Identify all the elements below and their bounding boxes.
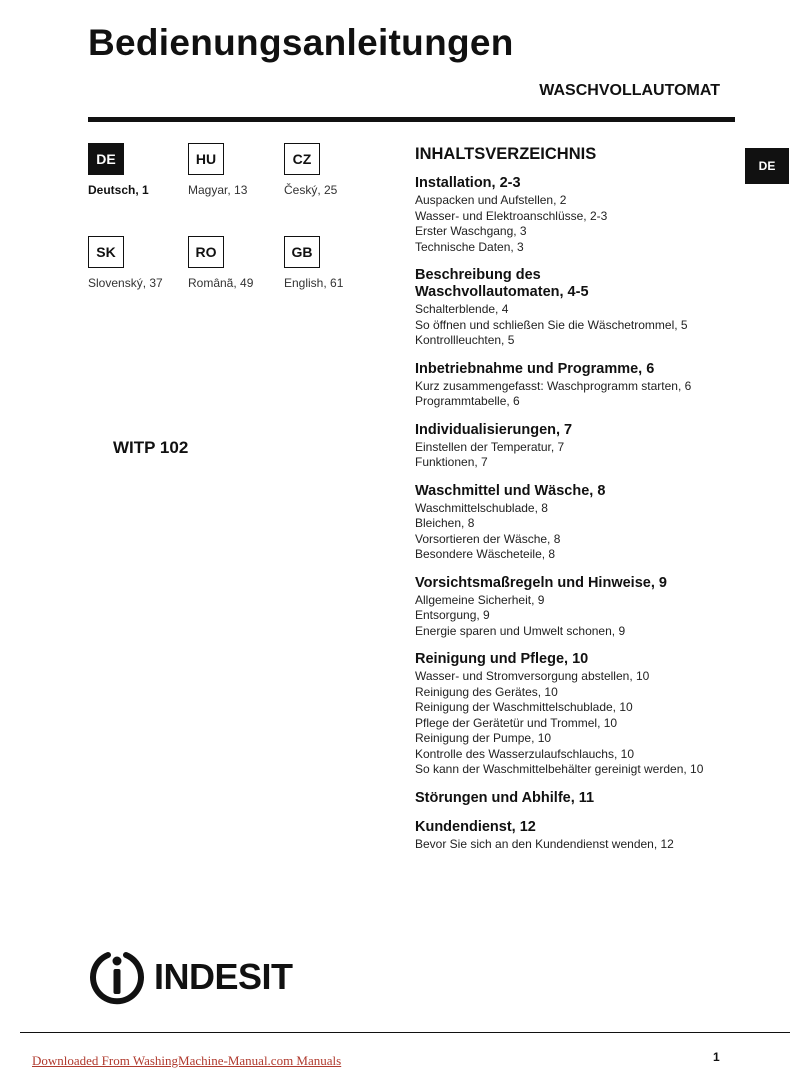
toc-section [415,483,745,563]
table-of-contents [415,145,745,864]
toc-section [415,575,745,640]
toc-item[interactable]: So kann der Waschmittelbehälter gereinigt werden, 10 [415,762,704,776]
language-code-box: DE [88,143,124,175]
language-label: Românã, 49 [188,276,254,290]
toc-item[interactable]: So öffnen und schließen Sie die Wäschetrommel, 5 [415,317,688,332]
language-label: Magyar, 13 [188,183,248,197]
toc-section [415,267,745,349]
toc-item[interactable]: Reinigung der Waschmittelschublade, 10 [415,700,633,714]
toc-section [415,819,745,853]
download-source-link[interactable]: Downloaded From WashingMachine-Manual.com Manuals [32,1053,342,1068]
language-code-box: SK [88,236,124,268]
toc-section-heading[interactable]: Kundendienst, 12 [415,818,536,835]
language-hu[interactable] [188,143,278,197]
toc-section [415,651,745,778]
footer-rule [20,1032,790,1033]
product-type: WASCHVOLLAUTOMAT [539,82,720,99]
language-code-box: HU [188,143,224,175]
toc-item[interactable]: Erster Waschgang, 3 [415,224,527,238]
toc-section-heading[interactable]: Installation, 2-3 [415,175,521,191]
toc-section-heading[interactable]: Beschreibung des Waschvollautomaten, 4-5 [415,267,589,300]
toc-item[interactable]: Waschmittelschublade, 8 [415,500,548,515]
toc-item[interactable]: Kontrolle des Wasserzulaufschlauchs, 10 [415,746,634,761]
language-label: English, 61 [284,276,344,290]
toc-title: INHALTSVERZEICHNIS [415,145,597,163]
language-label: Slovenský, 37 [88,276,163,290]
toc-item[interactable]: Wasser- und Stromversorgung abstellen, 10 [415,669,650,683]
language-cz[interactable] [284,143,374,197]
toc-item[interactable]: Kontrollleuchten, 5 [415,333,515,347]
toc-item[interactable]: Energie sparen und Umwelt schonen, 9 [415,623,626,638]
toc-item[interactable]: Auspacken und Aufstellen, 2 [415,193,567,207]
page-number: 1 [713,1050,720,1064]
toc-item[interactable]: Bleichen, 8 [415,516,475,530]
language-code-box: RO [188,236,224,268]
language-sk[interactable] [88,236,178,290]
toc-item[interactable]: Bevor Sie sich an den Kundendienst wenden, 12 [415,836,674,851]
toc-section-heading[interactable]: Reinigung und Pflege, 10 [415,651,589,667]
info-circle-icon [88,948,146,1006]
toc-item[interactable]: Einstellen der Temperatur, 7 [415,439,565,454]
toc-section-heading[interactable]: Vorsichtsmaßregeln und Hinweise, 9 [415,574,667,591]
language-code-box: CZ [284,143,320,175]
toc-item[interactable]: Schalterblende, 4 [415,302,509,316]
toc-section [415,422,745,471]
toc-item[interactable]: Kurz zusammengefasst: Waschprogramm starten, 6 [415,378,692,393]
toc-section-heading[interactable]: Inbetriebnahme und Programme, 6 [415,360,655,377]
toc-item[interactable]: Besondere Wäscheteile, 8 [415,547,556,561]
indesit-logo [88,948,293,1006]
toc-item[interactable]: Programmtabelle, 6 [415,394,520,408]
toc-item[interactable]: Reinigung des Gerätes, 10 [415,684,558,699]
toc-section-heading[interactable]: Waschmittel und Wäsche, 8 [415,482,606,499]
model-number: WITP 102 [113,438,189,457]
language-side-tab: DE [745,148,789,184]
brand-wordmark: INDESIT [154,956,293,997]
language-label: Deutsch, 1 [88,183,149,197]
toc-section [415,175,745,255]
language-label: Český, 25 [284,183,338,197]
language-de[interactable] [88,143,178,197]
toc-item[interactable]: Allgemeine Sicherheit, 9 [415,592,545,607]
toc-section-heading[interactable]: Störungen und Abhilfe, 11 [415,789,595,806]
language-gb[interactable] [284,236,374,290]
toc-section [415,361,745,410]
toc-item[interactable]: Reinigung der Pumpe, 10 [415,731,552,745]
toc-item[interactable]: Pflege der Gerätetür und Trommel, 10 [415,715,618,730]
language-code-box: GB [284,236,320,268]
header-rule [88,117,735,122]
language-ro[interactable] [188,236,278,290]
toc-item[interactable]: Vorsortieren der Wäsche, 8 [415,531,561,546]
toc-item[interactable]: Funktionen, 7 [415,455,488,469]
toc-item[interactable]: Entsorgung, 9 [415,608,490,622]
page-title: Bedienungsanleitungen [88,22,514,63]
toc-item[interactable]: Technische Daten, 3 [415,239,524,254]
toc-section [415,790,745,807]
toc-item[interactable]: Wasser- und Elektroanschlüsse, 2-3 [415,208,608,223]
toc-section-heading[interactable]: Individualisierungen, 7 [415,421,573,438]
